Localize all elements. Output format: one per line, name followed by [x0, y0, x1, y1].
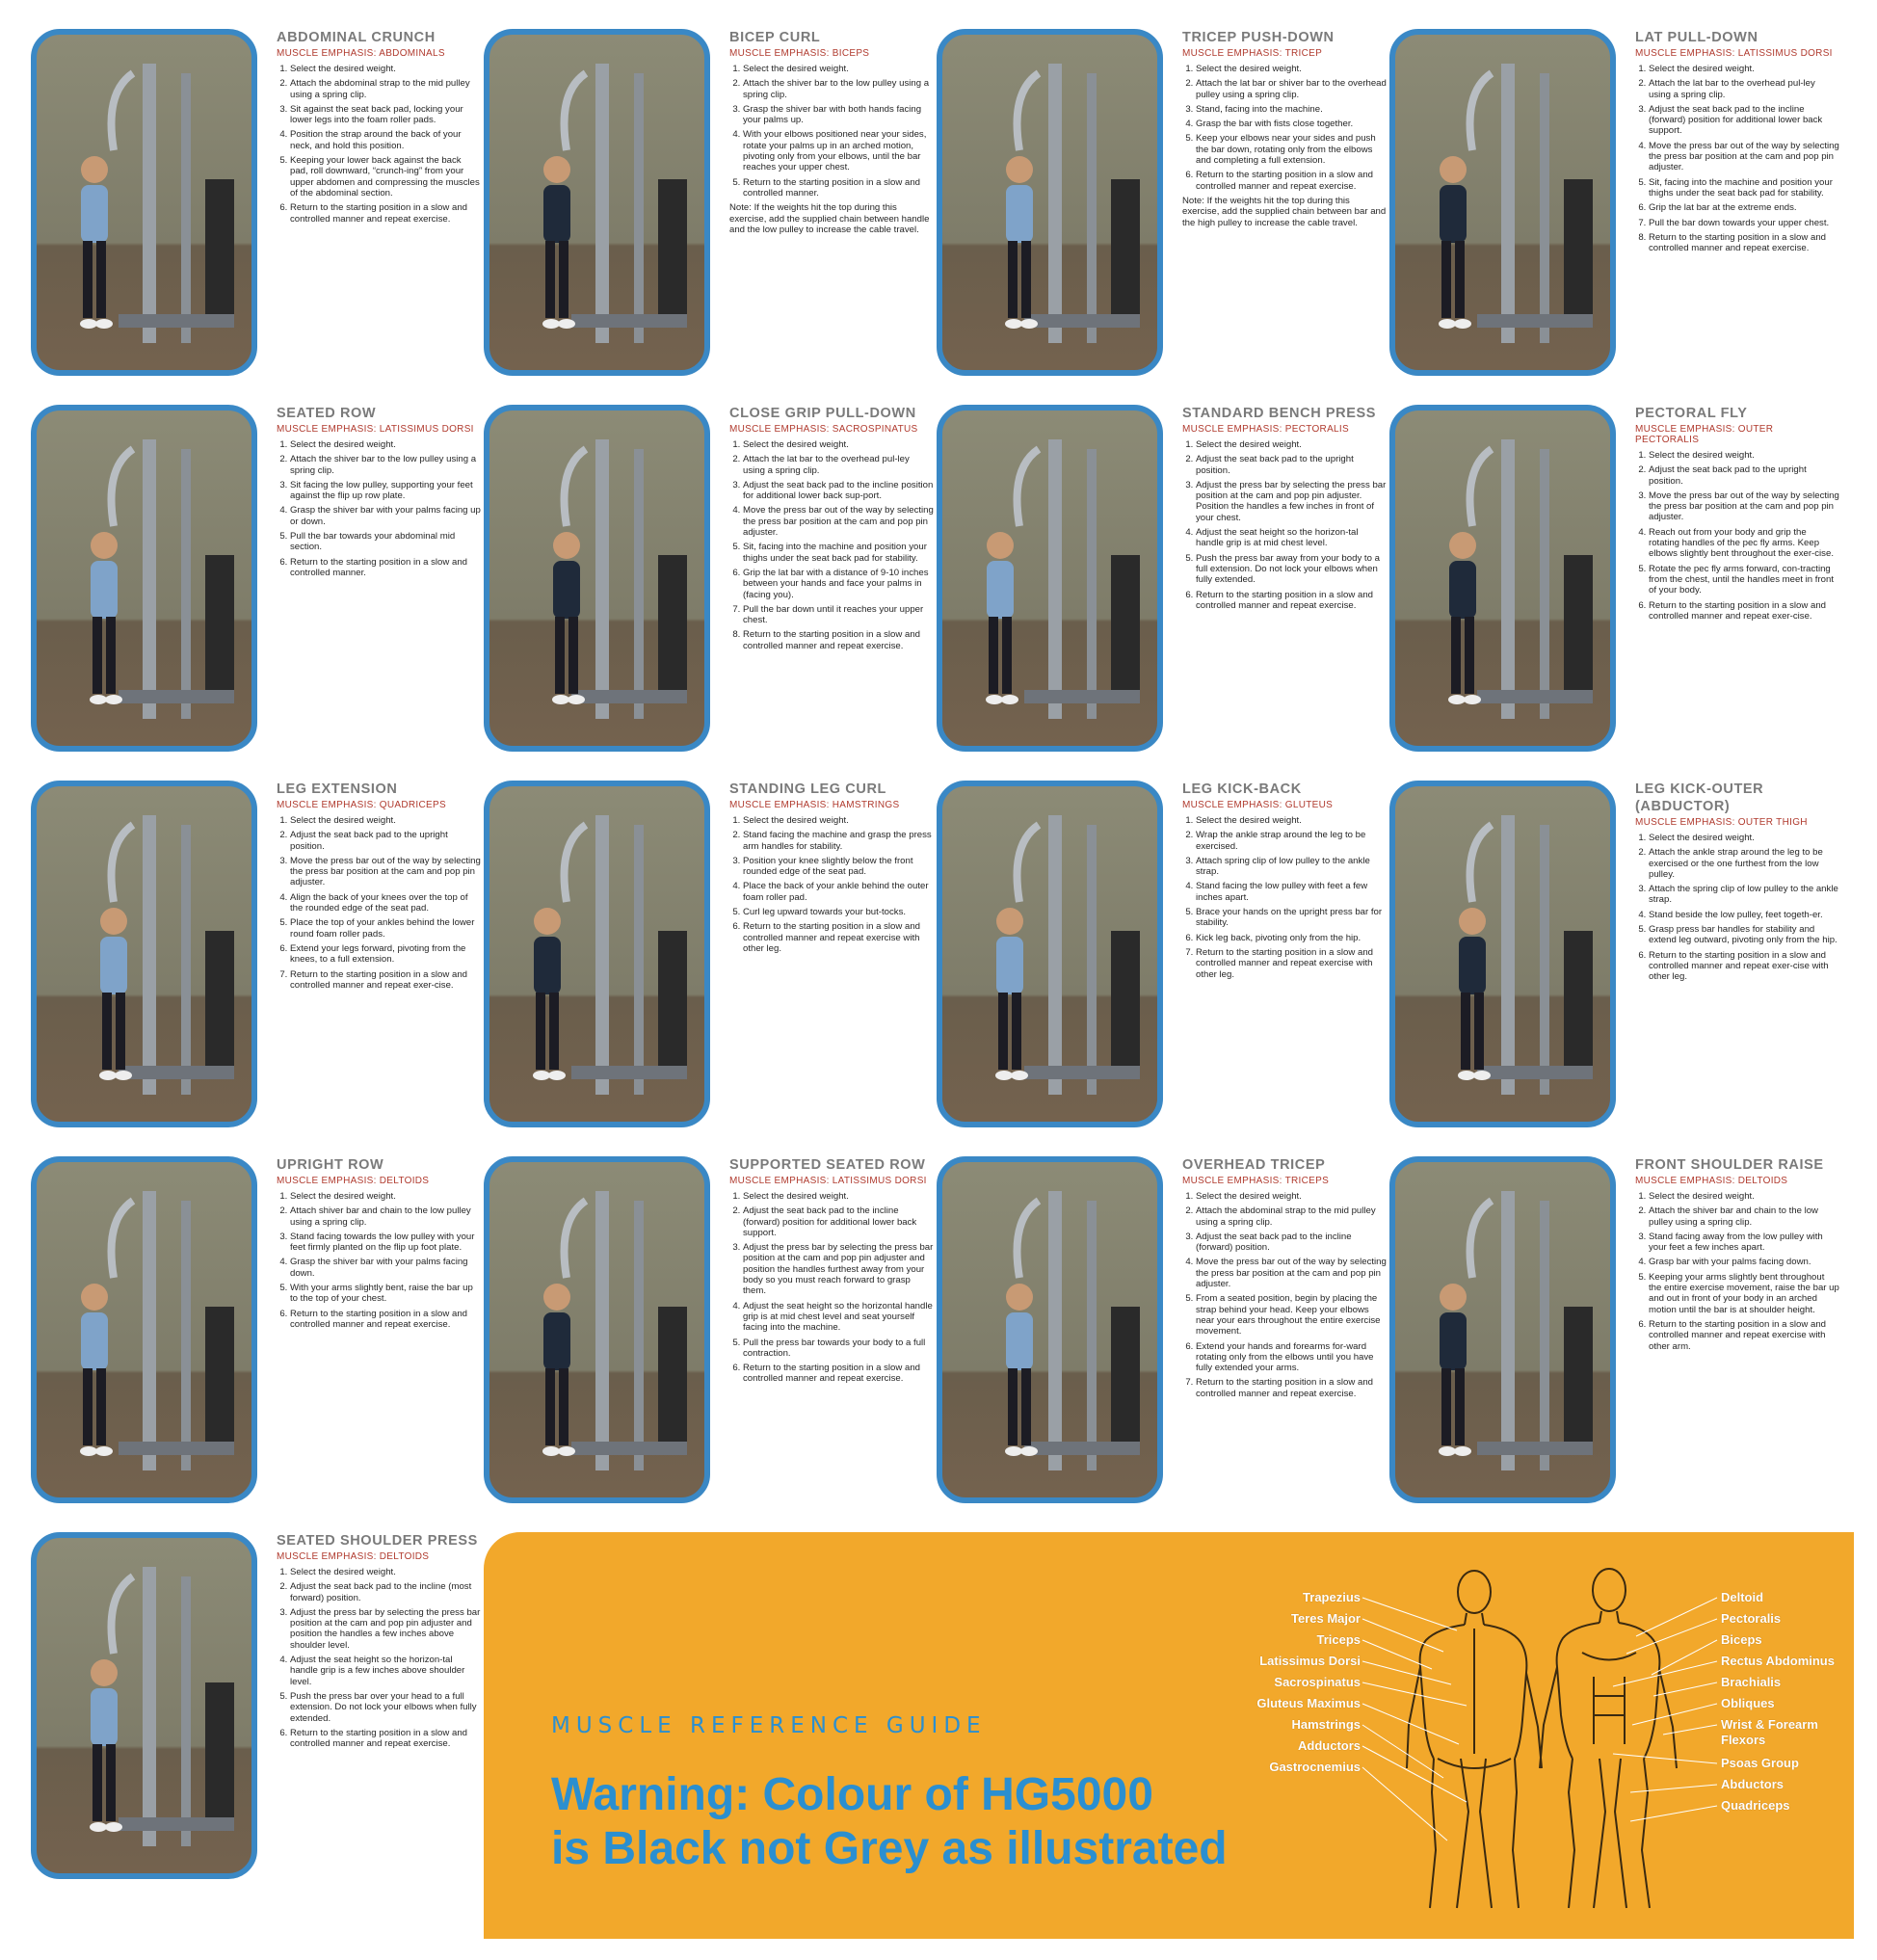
step-item: 6. Return to the starting position in a slow and controlled manner and repeat exercise. [290, 202, 481, 225]
muscle-diagram [1255, 1561, 1833, 1927]
step-item: 4. Grasp bar with your palms facing down. [1649, 1257, 1839, 1267]
step-item: 7. Pull the bar down until it reaches your upper chest. [743, 604, 934, 626]
step-list [1182, 439, 1387, 611]
label-sacrospinatus: Sacrospinatus [1274, 1675, 1361, 1689]
warning-line-1: Warning: Colour of HG5000 [551, 1769, 1153, 1820]
step-item: 2. Adjust the seat back pad to the upright position. [290, 830, 481, 852]
exercise-title: LEG EXTENSION [277, 781, 398, 797]
label-wrist-forearm: Wrist & Forearm [1721, 1717, 1818, 1732]
step-item: 3. Adjust the seat back pad to the incline (forward) position. [1196, 1232, 1387, 1254]
step-item: 6. Return to the starting position in a slow and controlled manner and repeat exer-cise. [1649, 600, 1839, 622]
exercise-title: UPRIGHT ROW [277, 1157, 384, 1173]
back-view-figure [1407, 1571, 1542, 1908]
step-item: 5. Sit, facing into the machine and position your thighs under the seat back pad for stability. [1649, 177, 1839, 199]
step-item: 2. Attach the shiver bar to the low pulley using a spring clip. [743, 78, 934, 100]
exercise-card [484, 781, 937, 1135]
warning-line-2: is Black not Grey as illustrated [551, 1823, 1228, 1874]
step-item: 1. Select the desired weight. [743, 1191, 934, 1202]
step-list [1182, 64, 1387, 192]
exercise-photo [31, 405, 257, 752]
exercise-photo [937, 781, 1163, 1127]
step-item: 2. Adjust the seat back pad to the upright position. [1649, 464, 1839, 487]
gym-machine-illustration [1395, 35, 1610, 370]
exercise-card [1389, 781, 1842, 1135]
step-item: 6. Return to the starting position in a slow and controlled manner. [290, 557, 481, 579]
exercise-instructions [729, 405, 934, 655]
muscle-emphasis: MUSCLE EMPHASIS: GLUTEUS [1182, 800, 1334, 810]
step-item: 6. Grip the lat bar with a distance of 9-10 inches between your hands and face your palms in (facing you). [743, 568, 934, 600]
exercise-title: LAT PULL-DOWN [1635, 30, 1758, 45]
step-item: 2. Adjust the seat back pad to the upright position. [1196, 454, 1387, 476]
exercise-photo [31, 1156, 257, 1503]
guide-title: MUSCLE REFERENCE GUIDE [551, 1713, 987, 1738]
step-item: 6. Extend your hands and forearms for-ward rotating only from the elbows until you have fully extended your arms. [1196, 1341, 1387, 1374]
step-item: 4. With your elbows positioned near your sides, rotate your palms up in an arched motion, pivoting only from your elbows, until the bar reaches your upper chest. [743, 129, 934, 172]
front-view-figure [1540, 1569, 1677, 1908]
step-item: 2. Attach the shiver bar and chain to the low pulley using a spring clip. [1649, 1205, 1839, 1228]
gym-machine-illustration [942, 1162, 1157, 1497]
exercise-card [31, 781, 484, 1135]
step-item: 4. Align the back of your knees over the top of the rounded edge of the seat pad. [290, 892, 481, 914]
step-item: 1. Select the desired weight. [1196, 64, 1387, 74]
step-item: 1. Select the desired weight. [1196, 815, 1387, 826]
step-item: 2. Attach the lat bar to the overhead pul-ley using a spring clip. [743, 454, 934, 476]
label-brachialis: Brachialis [1721, 1675, 1782, 1689]
step-item: 5. Place the top of your ankles behind the lower round foam roller pads. [290, 917, 481, 940]
step-item: 5. Pull the bar towards your abdominal mid section. [290, 531, 481, 553]
label-pectoralis: Pectoralis [1721, 1611, 1782, 1626]
step-list [729, 1191, 934, 1385]
step-item: 2. Attach the abdominal strap to the mid pulley using a spring clip. [1196, 1205, 1387, 1228]
step-item: 1. Select the desired weight. [290, 1567, 481, 1577]
gym-machine-illustration [489, 786, 704, 1122]
exercise-title: PECTORAL FLY [1635, 406, 1748, 421]
step-item: 6. Return to the starting position in a slow and controlled manner and repeat exercise. [290, 1728, 481, 1750]
exercise-title: STANDARD BENCH PRESS [1182, 406, 1377, 421]
step-item: 3. Stand facing away from the low pulley with your feet a few inches apart. [1649, 1232, 1839, 1254]
step-item: 5. Keep your elbows near your sides and push the bar down, rotating only from the elbows and completing a full extension. [1196, 133, 1387, 166]
gym-machine-illustration [942, 35, 1157, 370]
step-item: 7. Return to the starting position in a slow and controlled manner and repeat exer-cise. [290, 969, 481, 992]
exercise-title: ABDOMINAL CRUNCH [277, 30, 436, 45]
step-item: 7. Return to the starting position in a slow and controlled manner and repeat exercise. [1196, 1377, 1387, 1399]
label-quadriceps: Quadriceps [1721, 1798, 1790, 1813]
exercise-card [31, 405, 484, 759]
step-list [1635, 64, 1839, 253]
exercise-photo [937, 405, 1163, 752]
step-item: 2. Attach the ankle strap around the leg to be exercised or the one furthest from the low pulley. [1649, 847, 1839, 880]
step-list [277, 439, 481, 578]
exercise-title: SEATED SHOULDER PRESS [277, 1533, 478, 1549]
exercise-title: SEATED ROW [277, 406, 377, 421]
exercise-photo [31, 781, 257, 1127]
step-item: 2. Attach the lat bar or shiver bar to the overhead pulley using a spring clip. [1196, 78, 1387, 100]
step-item: 4. Adjust the seat height so the horizontal handle grip is at mid chest level and seat yourself facing into the machine. [743, 1301, 934, 1334]
exercise-title: LEG KICK-OUTER (ABDUCTOR) [1635, 781, 1764, 814]
exercise-title: TRICEP PUSH-DOWN [1182, 30, 1335, 45]
exercise-photo [484, 1156, 710, 1503]
step-item: 1. Select the desired weight. [743, 439, 934, 450]
gym-machine-illustration [37, 411, 251, 746]
step-item: 6. Return to the starting position in a slow and controlled manner and repeat exer-cise with other leg. [1649, 950, 1839, 983]
step-item: 5. Brace your hands on the upright press bar for stability. [1196, 907, 1387, 929]
step-item: 1. Select the desired weight. [1196, 439, 1387, 450]
step-item: 1. Select the desired weight. [743, 815, 934, 826]
gym-machine-illustration [37, 1162, 251, 1497]
step-item: 3. Adjust the seat back pad to the incline position for additional lower back sup-port. [743, 480, 934, 502]
exercise-title: OVERHEAD TRICEP [1182, 1157, 1326, 1173]
step-item: 4. Grasp the bar with fists close together. [1196, 119, 1387, 129]
step-item: 6. Return to the starting position in a slow and controlled manner and repeat exercise. [1196, 590, 1387, 612]
step-item: 4. Move the press bar out of the way by selecting the press bar position at the cam and pop pin adjuster. [743, 505, 934, 538]
exercise-photo [937, 29, 1163, 376]
step-item: 6. Kick leg back, pivoting only from the hip. [1196, 933, 1387, 943]
step-item: 5. Rotate the pec fly arms forward, con-tracting from the chest, until the handles meet in front of your body. [1649, 564, 1839, 596]
muscle-emphasis: MUSCLE EMPHASIS: QUADRICEPS [277, 800, 446, 810]
exercise-card [484, 1156, 937, 1511]
step-item: 4. Adjust the seat height so the horizon-tal handle grip is a few inches above shoulder level. [290, 1655, 481, 1687]
step-item: 6. Return to the starting position in a slow and controlled manner and repeat exercise with other leg. [743, 921, 934, 954]
step-item: 5. Return to the starting position in a slow and controlled manner. [743, 177, 934, 199]
step-item: 6. Return to the starting position in a slow and controlled manner and repeat exercise. [290, 1309, 481, 1331]
exercise-photo [31, 29, 257, 376]
muscle-emphasis: MUSCLE EMPHASIS: BICEPS [729, 48, 870, 59]
label-flexors: Flexors [1721, 1733, 1766, 1747]
step-item: 2. Adjust the seat back pad to the incline (most forward) position. [290, 1581, 481, 1603]
step-item: 5. Push the press bar over your head to a full extension. Do not lock your elbows when fully extended. [290, 1691, 481, 1724]
step-item: 4. Grasp the shiver bar with your palms facing down. [290, 1257, 481, 1279]
step-item: 4. Grasp the shiver bar with your palms facing up or down. [290, 505, 481, 527]
step-item: 2. Wrap the ankle strap around the leg to be exercised. [1196, 830, 1387, 852]
gym-machine-illustration [1395, 411, 1610, 746]
muscle-emphasis: MUSCLE EMPHASIS: TRICEPS [1182, 1176, 1330, 1186]
step-item: 2. Attach the lat bar to the overhead pul-ley using a spring clip. [1649, 78, 1839, 100]
exercise-note: Note: If the weights hit the top during this exercise, add the supplied chain between bar and the high pulley to increase the cable travel. [1182, 195, 1387, 228]
label-teres-major: Teres Major [1290, 1611, 1361, 1626]
exercise-card [937, 405, 1389, 759]
gym-machine-illustration [489, 35, 704, 370]
label-abductors: Abductors [1721, 1777, 1784, 1791]
step-item: 3. Attach the spring clip of low pulley to the ankle strap. [1649, 884, 1839, 906]
label-rectus-abdominus: Rectus Abdominus [1721, 1654, 1835, 1668]
exercise-card [31, 29, 484, 384]
step-item: 3. Stand, facing into the machine. [1196, 104, 1387, 115]
step-item: 2. Attach the abdominal strap to the mid pulley using a spring clip. [290, 78, 481, 100]
muscle-emphasis: MUSCLE EMPHASIS: LATISSIMUS DORSI [729, 1176, 927, 1186]
step-item: 3. Adjust the press bar by selecting the press bar position at the cam and pop pin adjuster and position the handles furthest away from your body so you must reach forward to grasp them. [743, 1242, 934, 1296]
exercise-card [937, 781, 1389, 1135]
muscle-emphasis: MUSCLE EMPHASIS: TRICEP [1182, 48, 1323, 59]
step-item: 8. Return to the starting position in a slow and controlled manner and repeat exercise. [1649, 232, 1839, 254]
step-item: 1. Select the desired weight. [290, 439, 481, 450]
gym-machine-illustration [37, 35, 251, 370]
step-item: 5. Grasp press bar handles for stability and extend leg outward, pivoting only from the hip. [1649, 924, 1839, 946]
step-list [729, 64, 934, 199]
exercise-photo [484, 29, 710, 376]
exercise-instructions [277, 781, 481, 994]
step-item: 1. Select the desired weight. [290, 1191, 481, 1202]
exercise-instructions [1635, 781, 1839, 987]
step-item: 3. Position your knee slightly below the front rounded edge of the seat pad. [743, 856, 934, 878]
muscle-emphasis: MUSCLE EMPHASIS: PECTORALIS [1182, 424, 1349, 435]
exercise-instructions [1635, 29, 1839, 257]
step-item: 3. Grasp the shiver bar with both hands facing your palms up. [743, 104, 934, 126]
step-item: 5. Keeping your arms slightly bent throughout the entire exercise movement, raise the bar up and out in front of your body in an arched motion until the bar is at shoulder height. [1649, 1272, 1839, 1315]
exercise-instructions [1182, 781, 1387, 984]
step-list [1182, 1191, 1387, 1399]
step-item: 3. Sit facing the low pulley, supporting your feet against the flip up row plate. [290, 480, 481, 502]
gym-machine-illustration [942, 411, 1157, 746]
gym-machine-illustration [489, 1162, 704, 1497]
step-item: 6. Return to the starting position in a slow and controlled manner and repeat exercise with other arm. [1649, 1319, 1839, 1352]
step-item: 3. Attach spring clip of low pulley to the ankle strap. [1196, 856, 1387, 878]
label-gastrocnemius: Gastrocnemius [1269, 1760, 1361, 1774]
exercise-title: FRONT SHOULDER RAISE [1635, 1157, 1824, 1173]
step-item: 4. Adjust the seat height so the horizon-tal handle grip is at mid chest level. [1196, 527, 1387, 549]
step-list [277, 64, 481, 225]
step-list [729, 815, 934, 954]
step-item: 1. Select the desired weight. [290, 64, 481, 74]
muscle-emphasis: MUSCLE EMPHASIS: OUTER THIGH [1635, 817, 1808, 828]
exercise-title: STANDING LEG CURL [729, 781, 886, 797]
exercise-photo [1389, 405, 1616, 752]
step-list [729, 439, 934, 651]
step-list [1182, 815, 1387, 980]
step-item: 2. Adjust the seat back pad to the incline (forward) position for additional lower back support. [743, 1205, 934, 1238]
step-item: 5. Keeping your lower back against the back pad, roll downward, “crunch-ing” from your upper abdomen and compressing the muscles of the abdominal section. [290, 155, 481, 199]
exercise-card [484, 405, 937, 759]
exercise-note: Note: If the weights hit the top during this exercise, add the supplied chain between handle and the low pulley to increase the cable travel. [729, 202, 930, 235]
step-item: 6. Grip the lat bar at the extreme ends. [1649, 202, 1839, 213]
step-item: 3. Adjust the seat back pad to the incline (forward) position for additional lower back support. [1649, 104, 1839, 137]
step-item: 1. Select the desired weight. [1649, 450, 1839, 461]
exercise-title: CLOSE GRIP PULL-DOWN [729, 406, 916, 421]
exercise-instructions [277, 405, 481, 582]
exercise-instructions [277, 29, 481, 228]
exercise-instructions [729, 1156, 934, 1389]
step-item: 5. Curl leg upward towards your but-tocks. [743, 907, 934, 917]
exercise-photo [484, 405, 710, 752]
exercise-title: LEG KICK-BACK [1182, 781, 1302, 797]
step-item: 5. Push the press bar away from your body to a full extension. Do not lock your elbows when fully extended. [1196, 553, 1387, 586]
exercise-card [1389, 1156, 1842, 1511]
step-item: 1. Select the desired weight. [290, 815, 481, 826]
step-item: 7. Pull the bar down towards your upper chest. [1649, 218, 1839, 228]
step-item: 3. Stand facing towards the low pulley with your feet firmly planted on the flip up foot plate. [290, 1232, 481, 1254]
step-item: 1. Select the desired weight. [1649, 1191, 1839, 1202]
exercise-title: SUPPORTED SEATED ROW [729, 1157, 926, 1173]
exercise-instructions [1635, 1156, 1839, 1356]
step-item: 4. Reach out from your body and grip the rotating handles of the pec fly arms. Keep elbows slightly bent throughout the exer-cise. [1649, 527, 1839, 560]
step-list [277, 1191, 481, 1330]
step-list [1635, 1191, 1839, 1352]
exercise-instructions [277, 1532, 481, 1753]
step-item: 3. Adjust the press bar by selecting the press bar position at the cam and pop pin adjuster. Position the handles a few inches in front of your chest. [1196, 480, 1387, 523]
label-hamstrings: Hamstrings [1291, 1717, 1361, 1732]
exercise-photo [1389, 29, 1616, 376]
exercise-instructions [1635, 405, 1839, 625]
exercise-photo [484, 781, 710, 1127]
muscle-emphasis: MUSCLE EMPHASIS: ABDOMINALS [277, 48, 445, 59]
label-psoas-group: Psoas Group [1721, 1756, 1799, 1770]
exercise-photo [937, 1156, 1163, 1503]
step-list [1635, 833, 1839, 983]
step-item: 4. Stand beside the low pulley, feet togeth-er. [1649, 910, 1839, 920]
exercise-instructions [277, 1156, 481, 1334]
gym-machine-illustration [37, 1538, 251, 1873]
muscle-emphasis: MUSCLE EMPHASIS: OUTER PECTORALIS [1635, 424, 1774, 445]
exercise-photo [1389, 781, 1616, 1127]
step-item: 5. From a seated position, begin by placing the strap behind your head. Keep your elbows near your ears throughout the entire exercise movement. [1196, 1293, 1387, 1337]
muscle-emphasis: MUSCLE EMPHASIS: LATISSIMUS DORSI [1635, 48, 1833, 59]
exercise-card [31, 1532, 484, 1887]
muscle-emphasis: MUSCLE EMPHASIS: LATISSIMUS DORSI [277, 424, 474, 435]
step-list [277, 1567, 481, 1749]
label-latissimus-dorsi: Latissimus Dorsi [1259, 1654, 1361, 1668]
exercise-title: BICEP CURL [729, 30, 821, 45]
exercise-card [31, 1156, 484, 1511]
exercise-photo [1389, 1156, 1616, 1503]
step-item: 1. Select the desired weight. [1649, 833, 1839, 843]
step-item: 4. Stand facing the low pulley with feet a few inches apart. [1196, 881, 1387, 903]
colour-warning [551, 1768, 1228, 1876]
step-item: 1. Select the desired weight. [1196, 1191, 1387, 1202]
step-item: 6. Return to the starting position in a slow and controlled manner and repeat exercise. [743, 1363, 934, 1385]
label-obliques: Obliques [1721, 1696, 1775, 1710]
step-item: 2. Stand facing the machine and grasp the press arm handles for stability. [743, 830, 934, 852]
muscle-emphasis: MUSCLE EMPHASIS: HAMSTRINGS [729, 800, 900, 810]
label-deltoid: Deltoid [1721, 1590, 1764, 1604]
label-adductors: Adductors [1298, 1738, 1361, 1753]
step-item: 5. Sit, facing into the machine and position your thighs under the seat back pad for stability. [743, 542, 934, 564]
gym-machine-illustration [1395, 1162, 1610, 1497]
muscle-emphasis: MUSCLE EMPHASIS: DELTOIDS [277, 1551, 430, 1562]
muscle-emphasis: MUSCLE EMPHASIS: DELTOIDS [1635, 1176, 1788, 1186]
label-triceps: Triceps [1316, 1632, 1361, 1647]
gym-machine-illustration [37, 786, 251, 1122]
muscle-reference-panel [484, 1532, 1854, 1939]
step-item: 3. Sit against the seat back pad, locking your lower legs into the foam roller pads. [290, 104, 481, 126]
step-item: 5. With your arms slightly bent, raise the bar up to the top of your chest. [290, 1283, 481, 1305]
exercise-card [484, 29, 937, 384]
muscle-emphasis: MUSCLE EMPHASIS: DELTOIDS [277, 1176, 430, 1186]
step-list [1635, 450, 1839, 622]
exercise-card [1389, 405, 1842, 759]
muscle-emphasis: MUSCLE EMPHASIS: SACROSPINATUS [729, 424, 918, 435]
step-item: 1. Select the desired weight. [743, 64, 934, 74]
step-item: 6. Extend your legs forward, pivoting from the knees, to a full extension. [290, 943, 481, 966]
exercise-instructions [729, 781, 934, 958]
gym-machine-illustration [489, 411, 704, 746]
label-biceps: Biceps [1721, 1632, 1762, 1647]
exercise-instructions [1182, 405, 1387, 615]
step-item: 8. Return to the starting position in a slow and controlled manner and repeat exercise. [743, 629, 934, 651]
step-item: 7. Return to the starting position in a slow and controlled manner and repeat exercise with other leg. [1196, 947, 1387, 980]
exercise-instructions [729, 29, 934, 235]
exercise-photo [31, 1532, 257, 1879]
exercise-card [937, 1156, 1389, 1511]
step-item: 3. Move the press bar out of the way by selecting the press bar position at the cam and pop pin adjuster. [290, 856, 481, 888]
gym-machine-illustration [1395, 786, 1610, 1122]
step-list [277, 815, 481, 991]
step-item: 4. Move the press bar out of the way by selecting the press bar position at the cam and pop pin adjuster. [1649, 141, 1839, 173]
label-trapezius: Trapezius [1303, 1590, 1361, 1604]
step-item: 3. Move the press bar out of the way by selecting the press bar position at the cam and pop pin adjuster. [1649, 490, 1839, 523]
exercise-card [937, 29, 1389, 384]
step-item: 4. Position the strap around the back of your neck, and hold this position. [290, 129, 481, 151]
label-gluteus-maximus: Gluteus Maximus [1256, 1696, 1361, 1710]
step-item: 5. Pull the press bar towards your body to a full contraction. [743, 1338, 934, 1360]
step-item: 2. Attach shiver bar and chain to the low pulley using a spring clip. [290, 1205, 481, 1228]
exercise-instructions [1182, 1156, 1387, 1403]
step-item: 6. Return to the starting position in a slow and controlled manner and repeat exercise. [1196, 170, 1387, 192]
step-item: 4. Move the press bar out of the way by selecting the press bar position at the cam and pop pin adjuster. [1196, 1257, 1387, 1289]
step-item: 1. Select the desired weight. [1649, 64, 1839, 74]
gym-machine-illustration [942, 786, 1157, 1122]
step-item: 3. Adjust the press bar by selecting the press bar position at the cam and pop pin adjuster and position the handles a few inches above shoulder level. [290, 1607, 481, 1651]
exercise-card [1389, 29, 1842, 384]
step-item: 2. Attach the shiver bar to the low pulley using a spring clip. [290, 454, 481, 476]
step-item: 4. Place the back of your ankle behind the outer foam roller pad. [743, 881, 934, 903]
exercise-instructions [1182, 29, 1387, 228]
